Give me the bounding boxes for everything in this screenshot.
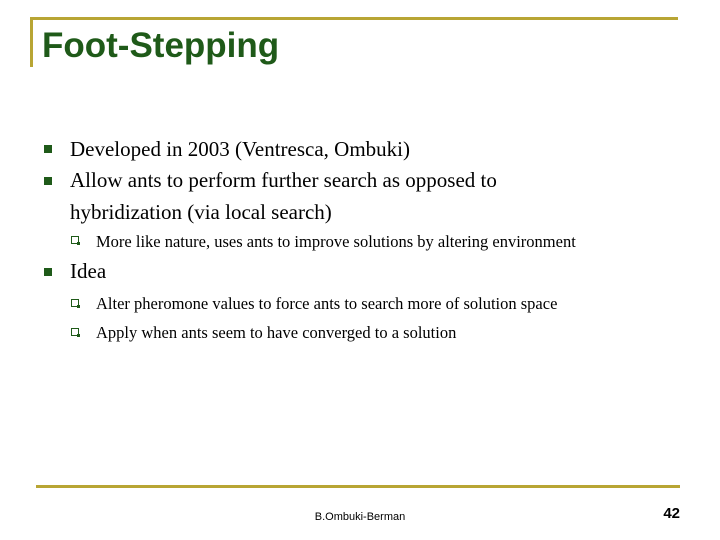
square-bullet-icon xyxy=(44,177,52,185)
hollow-square-bullet-icon xyxy=(71,236,79,244)
sub-bullet-text: Apply when ants seem to have converged to a solution xyxy=(96,323,457,342)
sub-bullet-text: Alter pheromone values to force ants to search more of solution space xyxy=(96,294,558,313)
bullet-text: Idea xyxy=(70,259,107,283)
hollow-square-bullet-icon xyxy=(71,328,79,336)
footer-rule xyxy=(36,485,680,488)
slide-title: Foot-Stepping xyxy=(42,26,280,65)
title-frame-left xyxy=(30,17,33,67)
sub-bullet-text: More like nature, uses ants to improve solutions by altering environment xyxy=(96,232,576,251)
footer-author: B.Ombuki-Berman xyxy=(314,511,406,523)
title-frame-top xyxy=(30,17,678,20)
bullet-text: Allow ants to perform further search as opposed to hybridization (via local search) xyxy=(70,168,497,224)
square-bullet-icon xyxy=(44,145,52,153)
page-number: 42 xyxy=(663,505,680,522)
square-bullet-icon xyxy=(44,268,52,276)
bullet-text: Developed in 2003 (Ventresca, Ombuki) xyxy=(70,137,410,161)
hollow-square-bullet-icon xyxy=(71,299,79,307)
